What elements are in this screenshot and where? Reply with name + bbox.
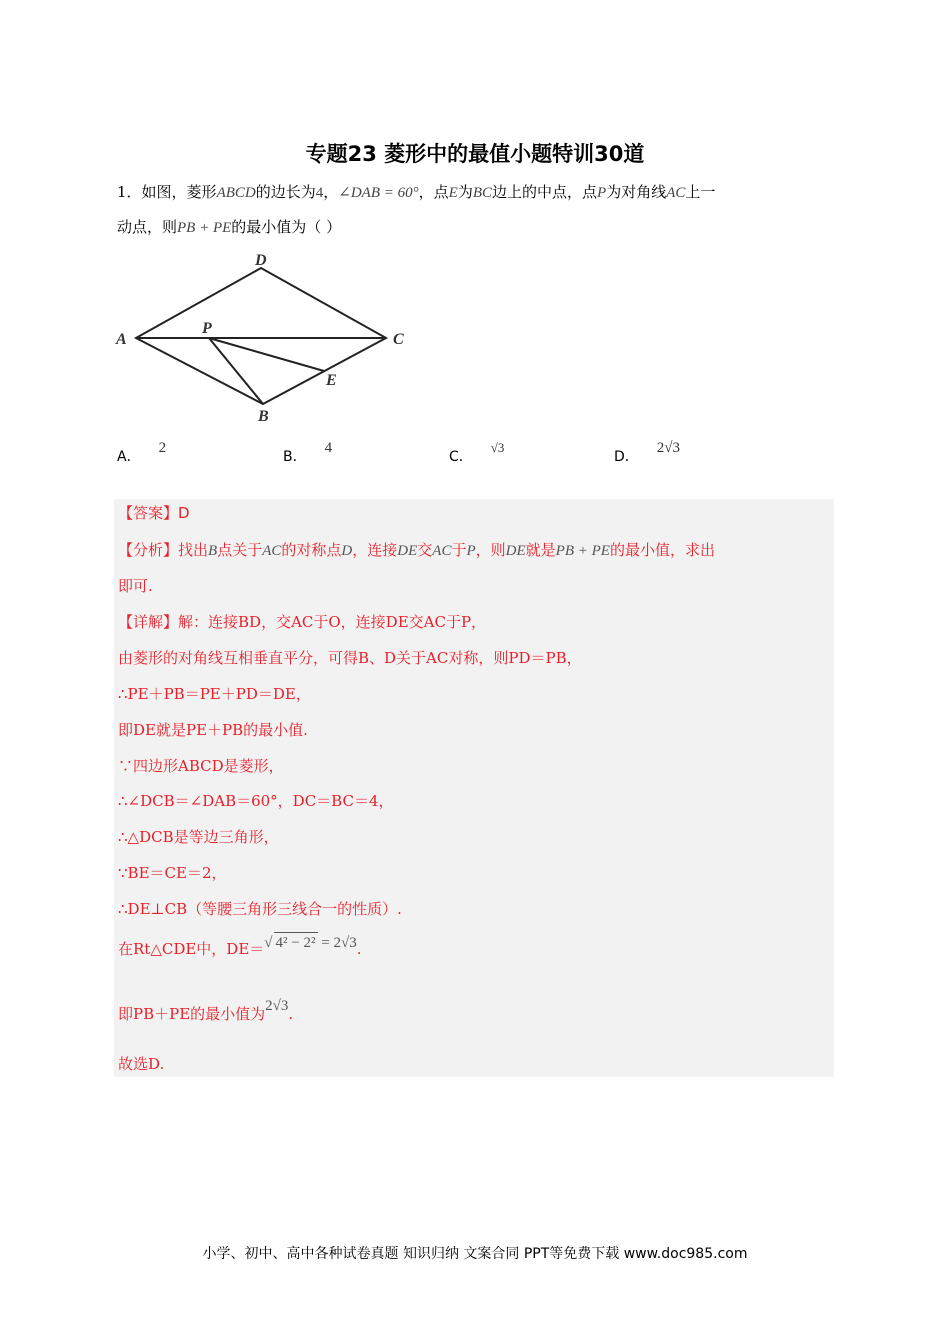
rhombus-outline [136,268,386,404]
analysis-line: 【分析】找出B点关于AC的对称点D，连接DE交AC于P，则DE就是PB + PE的最小值，求出 [118,541,715,559]
option-c[interactable]: C．√3 [449,440,505,465]
analysis-line-2: 即可. [118,577,153,595]
detail-line-6: ∴∠DCB＝∠DAB＝60°，DC＝BC＝4， [118,792,394,810]
detail-line-7: ∴△DCB是等边三角形， [118,828,279,846]
label-c: C [393,331,404,348]
option-d[interactable]: D．2√3 [614,440,681,465]
page-title: 专题23 菱形中的最值小题特训30道 [305,142,645,166]
detail-line-2: 由菱形的对角线互相垂直平分，可得B、D关于AC对称，则PD＝PB， [118,649,582,667]
detail-line-9: ∴DE⊥CB（等腰三角形三线合一的性质）. [118,900,402,918]
label-p: P [202,320,212,337]
label-d: D [255,252,267,269]
detail-line-8: ∵BE＝CE＝2， [118,864,227,882]
option-b[interactable]: B．4 [283,440,333,465]
detail-line-4: 即DE就是PE＋PB的最小值. [118,721,308,739]
label-a: A [116,331,127,348]
detail-line-5: ∵四边形ABCD是菱形， [118,757,284,775]
footer: 小学、初中、高中各种试卷真题 知识归纳 文案合同 PPT等免费下载 www.doc985.com [202,1246,748,1262]
label-b: B [258,408,269,425]
answer-line: 【答案】D [118,504,190,522]
detail-line-1: 【详解】解：连接BD，交AC于O，连接DE交AC于P， [118,613,487,631]
segment-pb [209,338,263,404]
question-line-1: 1．如图，菱形ABCD的边长为4，∠DAB = 60°，点E为BC边上的中点，点P为对角线AC上一 [117,183,716,201]
detail-line-11: 即PB＋PE的最小值为2√3. [118,998,294,1023]
detail-line-12: 故选D. [118,1055,165,1073]
answer-section [114,499,834,1077]
label-e: E [326,372,337,389]
question-line-2: 动点，则PB + PE的最小值为（ ） [117,218,342,236]
detail-line-3: ∴PE＋PB＝PE＋PD＝DE， [118,685,311,703]
option-a[interactable]: A．2 [117,440,167,465]
detail-line-10: 在Rt△CDE中，DE＝√ 4² − 2² = 2√3. [118,939,361,960]
rhombus-figure [110,246,420,430]
segment-pe [209,338,324,371]
